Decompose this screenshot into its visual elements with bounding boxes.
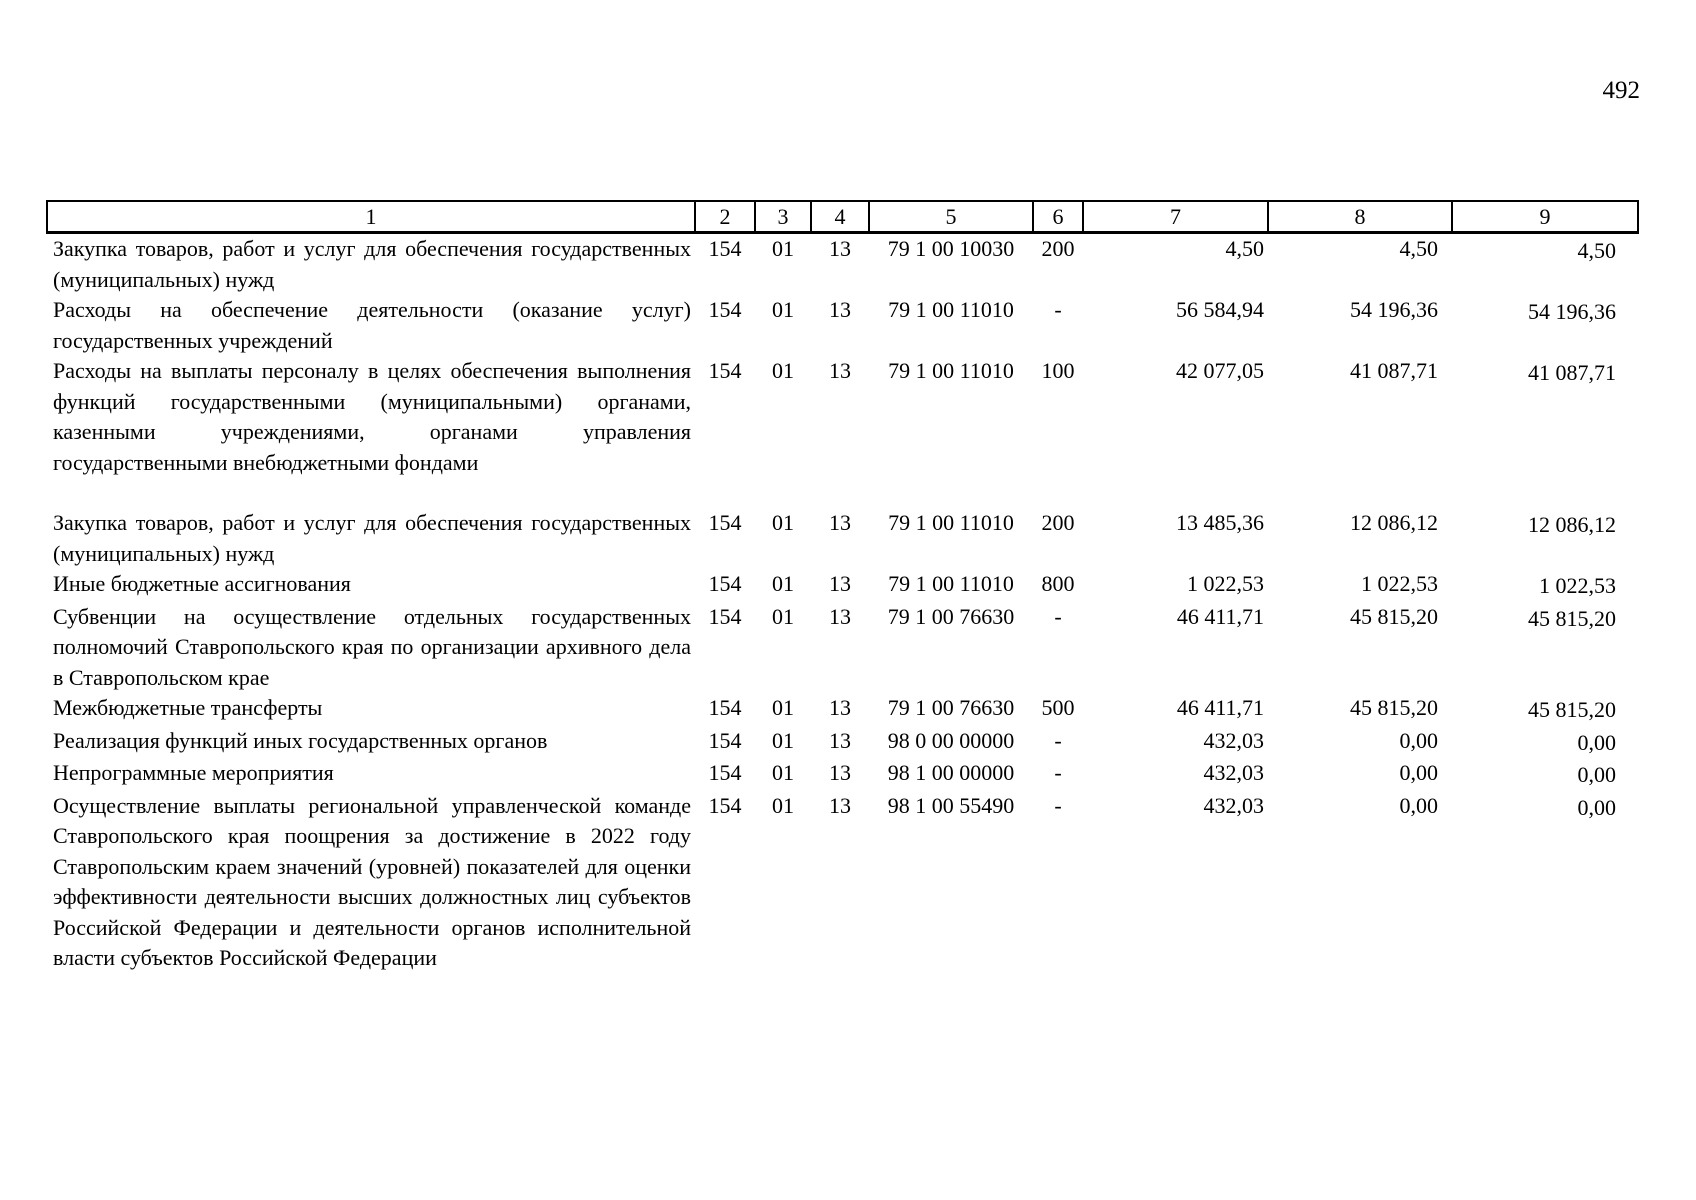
row-amount-col9: 41 087,71 [1528,360,1616,385]
row-ministry-code: 154 [708,792,742,818]
row-subsection-code: 13 [829,792,851,818]
row-ministry-code: 154 [708,358,742,383]
header-col-9: 9 [1452,201,1638,233]
row-subsection-code: 13 [829,297,851,322]
row-amount-col9: 0,00 [1577,729,1616,755]
row-section-code: 01 [772,571,794,596]
row-expense-type: - [1054,603,1062,629]
row-expense-type: - [1054,297,1062,322]
row-expense-type: 500 [1041,695,1075,720]
row-ministry-code: 154 [708,510,742,535]
row-name: Непрограммные мероприятия [53,760,334,785]
table-row [47,726,1638,759]
row-amount-col7: 432,03 [1203,760,1264,785]
row-amount-col8: 0,00 [1399,727,1438,753]
row-subsection-code: 13 [829,510,851,535]
row-subsection-code: 13 [829,236,851,261]
row-target-article: 79 1 00 11010 [888,510,1014,535]
row-name: Реализация функций иных государственных органов [53,727,548,753]
row-amount-col8: 54 196,36 [1350,297,1438,322]
row-target-article: 79 1 00 76630 [887,695,1015,720]
row-expense-type: 800 [1041,571,1075,596]
row-name: Расходы на обеспечение деятельности (оказание услуг) государственных учреждений [53,297,691,353]
row-amount-col8: 45 815,20 [1350,603,1438,629]
row-amount-col9: 4,50 [1577,238,1616,263]
row-section-code: 01 [772,792,794,818]
row-section-code: 01 [772,236,794,261]
row-expense-type: - [1054,760,1062,785]
row-amount-col8: 4,50 [1399,236,1438,261]
row-section-code: 01 [772,727,794,753]
row-amount-col8: 45 815,20 [1350,695,1438,720]
row-subsection-code: 13 [829,695,851,720]
header-col-1: 1 [47,201,695,233]
row-name: Расходы на выплаты персоналу в целях обеспечения выполнения функций государственными (муниципальными) органами, казенными учреждениями, органами управления государственными внебюджетными фондами [53,358,691,475]
row-section-code: 01 [772,510,794,535]
row-amount-col7: 432,03 [1203,727,1264,753]
row-section-code: 01 [772,358,794,383]
table-row [47,569,1638,602]
row-amount-col9: 0,00 [1577,794,1616,820]
row-amount-col9: 1 022,53 [1539,573,1616,598]
row-expense-type: 200 [1041,510,1075,535]
row-name: Иные бюджетные ассигнования [53,571,351,596]
row-amount-col7: 56 584,94 [1176,297,1264,322]
row-section-code: 01 [772,695,794,720]
row-ministry-code: 154 [708,695,742,720]
row-expense-type: 100 [1041,358,1075,383]
row-name: Межбюджетные трансферты [53,695,323,720]
row-section-code: 01 [772,603,794,629]
row-amount-col9: 45 815,20 [1528,605,1616,631]
row-subsection-code: 13 [829,760,851,785]
row-subsection-code: 13 [829,727,851,753]
row-target-article: 98 1 00 00000 [887,760,1015,785]
row-ministry-code: 154 [708,727,742,753]
row-subsection-code: 13 [829,571,851,596]
page-number: 492 [1602,77,1640,104]
row-ministry-code: 154 [708,236,742,261]
row-ministry-code: 154 [708,297,742,322]
row-expense-type: - [1054,792,1062,818]
header-col-7: 7 [1083,201,1268,233]
row-name: Субвенции на осуществление отдельных государственных полномочий Ставропольского края по организации архивного дела в Ставропольском крае [53,603,691,690]
row-name: Закупка товаров, работ и услуг для обеспечения государственных (муниципальных) нужд [53,510,691,566]
row-amount-col9: 12 086,12 [1528,512,1616,537]
row-target-article: 79 1 00 10030 [887,236,1015,261]
table-row [47,508,1638,569]
row-expense-type: - [1054,727,1062,753]
row-target-article: 79 1 00 11010 [888,571,1014,596]
row-amount-col8: 0,00 [1399,760,1438,785]
header-col-2: 2 [695,201,755,233]
row-name: Закупка товаров, работ и услуг для обеспечения государственных (муниципальных) нужд [53,236,691,292]
row-name: Осуществление выплаты региональной управленческой команде Ставропольского края поощрения за достижение в 2022 году Ставропольским краем значений (уровней) показателей для оценки эффективности деятельности высших должностных лиц субъектов Российской Федерации и деятельности органов исполнительной власти субъектов Российской Федерации [53,792,691,970]
table-body [47,233,1638,974]
row-target-article: 79 1 00 11010 [888,297,1014,322]
row-target-article: 79 1 00 11010 [888,358,1014,383]
header-col-8: 8 [1268,201,1452,233]
row-amount-col7: 13 485,36 [1176,510,1264,535]
header-col-5: 5 [869,201,1033,233]
row-ministry-code: 154 [708,760,742,785]
row-amount-col8: 41 087,71 [1350,358,1438,383]
row-amount-col9: 54 196,36 [1528,299,1616,324]
row-amount-col9: 45 815,20 [1528,697,1616,722]
table-row [47,693,1638,726]
row-amount-col7: 4,50 [1225,236,1264,261]
table-row [47,233,1638,296]
header-col-6: 6 [1033,201,1083,233]
row-ministry-code: 154 [708,603,742,629]
row-amount-col9: 0,00 [1577,762,1616,787]
row-target-article: 98 0 00 00000 [887,727,1015,753]
row-section-code: 01 [772,760,794,785]
row-amount-col7: 42 077,05 [1176,358,1264,383]
row-amount-col8: 0,00 [1399,792,1438,818]
row-amount-col7: 432,03 [1203,792,1264,818]
header-row [47,201,1638,233]
table-row [47,791,1638,974]
row-subsection-code: 13 [829,603,851,629]
row-target-article: 79 1 00 76630 [887,603,1015,629]
row-amount-col8: 1 022,53 [1361,571,1438,596]
table-header [47,201,1638,233]
table-row [47,602,1638,694]
table-row [47,356,1638,508]
table-row [47,295,1638,356]
header-col-3: 3 [755,201,811,233]
row-amount-col7: 1 022,53 [1187,571,1264,596]
row-ministry-code: 154 [708,571,742,596]
budget-table [46,200,1639,974]
row-section-code: 01 [772,297,794,322]
row-target-article: 98 1 00 55490 [887,792,1015,818]
row-amount-col7: 46 411,71 [1176,603,1264,629]
row-amount-col8: 12 086,12 [1350,510,1438,535]
table-row [47,758,1638,791]
row-expense-type: 200 [1041,236,1075,261]
row-subsection-code: 13 [829,358,851,383]
row-amount-col7: 46 411,71 [1176,695,1264,720]
header-col-4: 4 [811,201,869,233]
